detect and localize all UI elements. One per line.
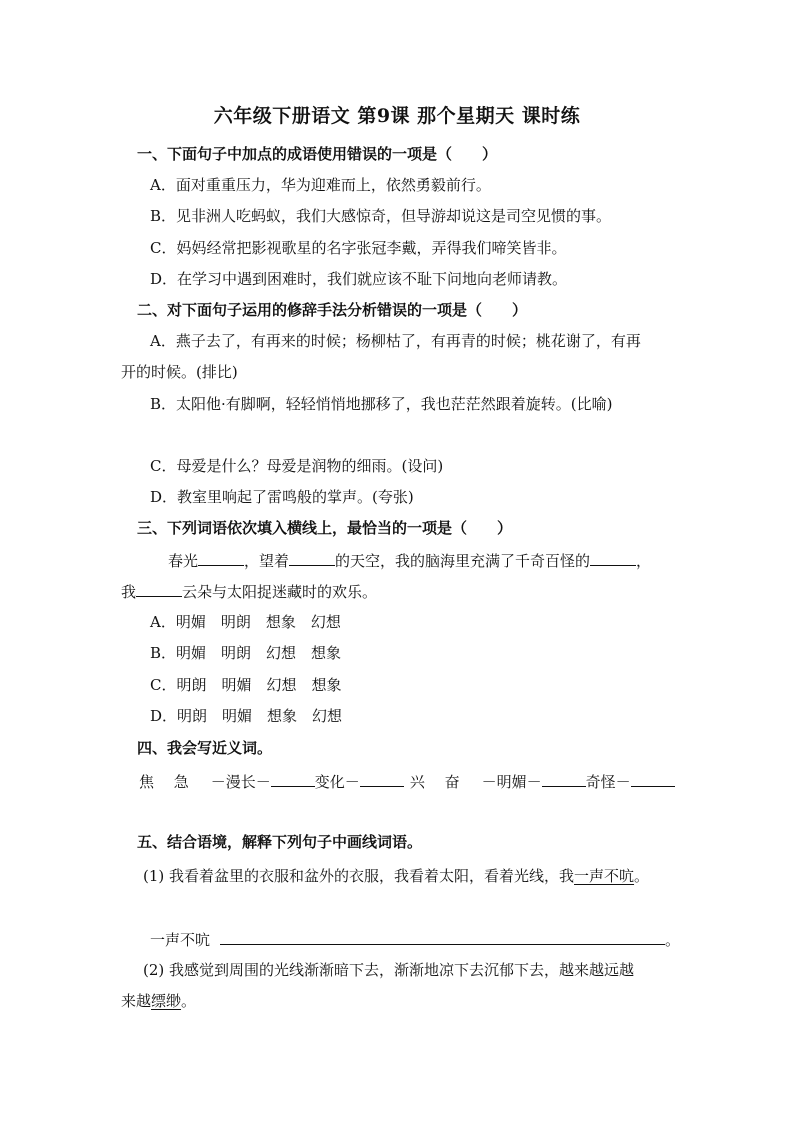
q3-text-4: ，: [636, 552, 652, 570]
q1-option-c: C．妈妈经常把影视歌星的名字张冠李戴，弄得我们啼笑皆非。: [150, 239, 567, 257]
q5-sentence-1-end: 。: [634, 867, 650, 885]
q4-blank-4[interactable]: [631, 770, 675, 787]
q3-option-d: D．明朗 明媚 想象 幻想: [150, 707, 343, 725]
q3-text-1: 春光: [168, 552, 199, 570]
q5-answer-label: 一声不吭: [150, 931, 211, 949]
q3-text-3: 的天空，我的脑海里充满了千奇百怪的: [335, 552, 591, 570]
q4-blank-3[interactable]: [542, 770, 586, 787]
q5-answer-row: [150, 928, 680, 951]
q4-word-1: 焦 急: [139, 773, 189, 791]
page-title: 六年级下册语文 第9课 那个星期天 课时练: [213, 105, 581, 127]
q4-heading: 四、我会写近义词。: [137, 739, 273, 757]
q3-option-b: B．明媚 明朗 幻想 想象: [150, 644, 342, 662]
q1-option-b: B．见非洲人吃蚂蚁，我们大感惊奇，但导游却说这是司空见惯的事。: [150, 207, 612, 225]
q2-heading: 二、对下面句子运用的修辞手法分析错误的一项是（ ）: [137, 301, 528, 319]
q2-option-b: B．太阳他·有脚啊，轻轻悄悄地挪移了，我也茫茫然跟着旋转。(比喻): [150, 395, 613, 413]
q3-sentence-line2: [121, 580, 377, 603]
q1-heading: 一、下面句子中加点的成语使用错误的一项是（ ）: [137, 145, 498, 163]
q5-heading: 五、结合语境，解释下列句子中画线词语。: [137, 833, 423, 851]
q5-sentence-2-line2: [121, 990, 196, 1012]
q4-synonym-row: [139, 770, 675, 793]
q4-word-3: 变化－: [314, 773, 360, 791]
q4-word-5: －明媚－: [481, 773, 542, 791]
q3-text-2: ，望着: [244, 552, 290, 570]
q4-blank-2[interactable]: [360, 770, 404, 787]
q2-option-a-line1: A．燕子去了，有再来的时候；杨柳枯了，有再青的时候；桃花谢了，有再: [150, 332, 641, 350]
q5-answer-blank[interactable]: [220, 928, 665, 945]
q5-sentence-2-line1: (2) 我感觉到周围的光线渐渐暗下去，渐渐地凉下去沉郁下去，越来越远越: [143, 961, 635, 979]
q1-option-a: A．面对重重压力，华为迎难而上，依然勇毅前行。: [150, 176, 491, 194]
q3-text-6: 云朵与太阳捉迷藏时的欢乐。: [182, 583, 378, 601]
q2-option-a-line2: 开的时候。(排比): [121, 363, 238, 381]
q3-option-c: C．明朗 明媚 幻想 想象: [150, 676, 342, 694]
q3-option-a: A．明媚 明朗 想象 幻想: [150, 613, 341, 631]
q3-blank-3[interactable]: [590, 549, 636, 566]
q3-blank-1[interactable]: [198, 549, 244, 566]
q4-word-2: －漫长－: [210, 773, 271, 791]
q2-option-c: C．母爱是什么？母爱是润物的细雨。(设问): [150, 457, 444, 475]
q5-underlined-word-1: 一声不吭: [574, 867, 635, 885]
q5-sentence-1-text: (1) 我看着盆里的衣服和盆外的衣服，我看着太阳，看着光线，我: [143, 867, 575, 885]
q4-word-6: 奇怪－: [585, 773, 631, 791]
q3-blank-2[interactable]: [289, 549, 335, 566]
q5-answer-end: 。: [665, 931, 681, 949]
q3-heading: 三、下列词语依次填入横线上，最恰当的一项是（ ）: [137, 519, 513, 537]
q5-sentence-1: [143, 865, 649, 887]
q3-text-5: 我: [121, 583, 137, 601]
q3-blank-4[interactable]: [136, 580, 182, 597]
q5-sentence-2-pre: 来越: [121, 992, 152, 1010]
q4-blank-1[interactable]: [271, 770, 315, 787]
q4-word-4: 兴 奋: [409, 773, 460, 791]
q5-underlined-word-2: 缥缈: [151, 992, 182, 1010]
q3-sentence-line1: [168, 549, 651, 572]
q1-option-d: D．在学习中遇到困难时，我们就应该不耻下问地向老师请教。: [150, 270, 568, 288]
q2-option-d: D．教室里响起了雷鸣般的掌声。(夸张): [150, 488, 414, 506]
q5-sentence-2-end: 。: [181, 992, 197, 1010]
